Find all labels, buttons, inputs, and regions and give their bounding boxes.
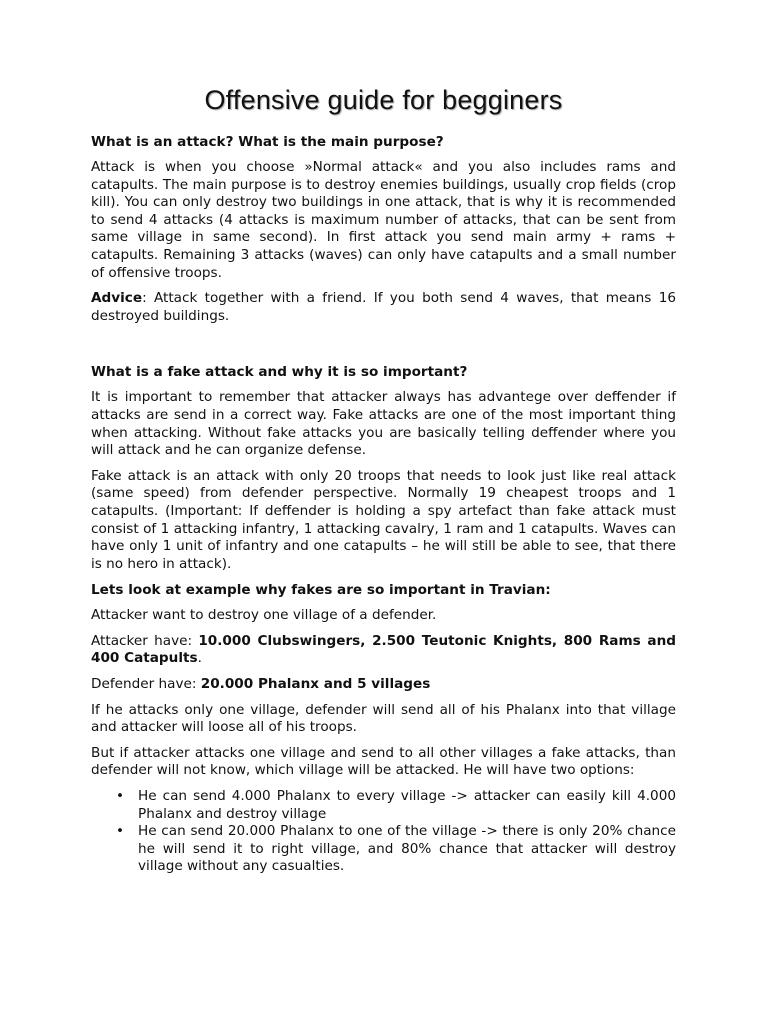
defender-troops: 20.000 Phalanx and 5 villages xyxy=(200,676,431,693)
paragraph-example-intro: Attacker want to destroy one village of a defender. xyxy=(91,607,437,624)
defender-label: Defender have: xyxy=(91,676,201,693)
list-item-text: He can send 4.000 Phalanx to every village -> attacker can easily kill 4.000 Phalanx and destroy village xyxy=(138,788,676,822)
list-item xyxy=(116,788,676,823)
bullet-icon: • xyxy=(116,788,125,805)
heading-fake-attack: What is a fake attack and why it is so important? xyxy=(91,364,468,381)
paragraph-attack-definition: Attack is when you choose »Normal attack« and you also includes rams and catapults. The main purpose is to destroy enemies buildings, usually crop fields (crop kill). You can only destroy two buildings in one attack, that is why it is recommended to send 4 attacks (4 attacks is maximum number of attacks, that can be sent from same village in same second). In first attack you send main army + rams + catapults. Remaining 3 attacks (waves) can only have catapults and a small number of offensive troops. xyxy=(91,159,676,281)
paragraph-fake-attack-definition: Fake attack is an attack with only 20 troops that needs to look just like real attack (same speed) from defender perspective. Normally 19 cheapest troops and 1 catapults. (Important: If deffender is holding a spy artefact than fake attack must consist of 1 attacking infantry, 1 attacking cavalry, 1 ram and 1 catapults. Waves can have only 1 unit of infantry and one catapults – he will still be able to see, that there is no hero in attack). xyxy=(91,467,676,572)
options-list xyxy=(91,788,676,876)
section-spacer xyxy=(91,333,676,363)
list-item xyxy=(116,823,676,876)
attacker-troops: 10.000 Clubswingers, 2.500 Teutonic Knights, 800 Rams and 400 Catapults xyxy=(91,632,676,667)
attacker-end: . xyxy=(197,650,202,667)
heading-example: Lets look at example why fakes are so important in Travian: xyxy=(91,582,551,599)
paragraph-fake-options: But if attacker attacks one village and send to all other villages a fake attacks, than defender will not know, which village will be attacked. He will have two options: xyxy=(91,744,676,779)
paragraph-attacker-have xyxy=(91,633,676,668)
heading-what-is-attack: What is an attack? What is the main purpose? xyxy=(91,134,444,150)
paragraph-single-attack: If he attacks only one village, defender will send all of his Phalanx into that village and attacker will loose all of his troops. xyxy=(91,701,676,736)
advice-text: : Attack together with a friend. If you both send 4 waves, that means 16 destroyed buildings. xyxy=(91,290,676,324)
bullet-icon: • xyxy=(116,823,125,840)
list-item-text: He can send 20.000 Phalanx to one of the village -> there is only 20% chance he will send it to right village, and 80% chance that attacker will destroy village without any casualties. xyxy=(138,823,676,875)
paragraph-attacker-advantage: It is important to remember that attacker always has advantege over deffender if attacks are send in a correct way. Fake attacks are one of the most important thing when attacking. Without fake attacks you are basically telling deffender where you will attack and he can organize defense. xyxy=(91,389,676,459)
paragraph-defender-have xyxy=(91,676,676,694)
document-title: Offensive guide for begginers xyxy=(204,85,563,115)
paragraph-advice xyxy=(91,290,676,325)
advice-label: Advice xyxy=(91,290,143,307)
attacker-label: Attacker have: xyxy=(91,632,199,649)
